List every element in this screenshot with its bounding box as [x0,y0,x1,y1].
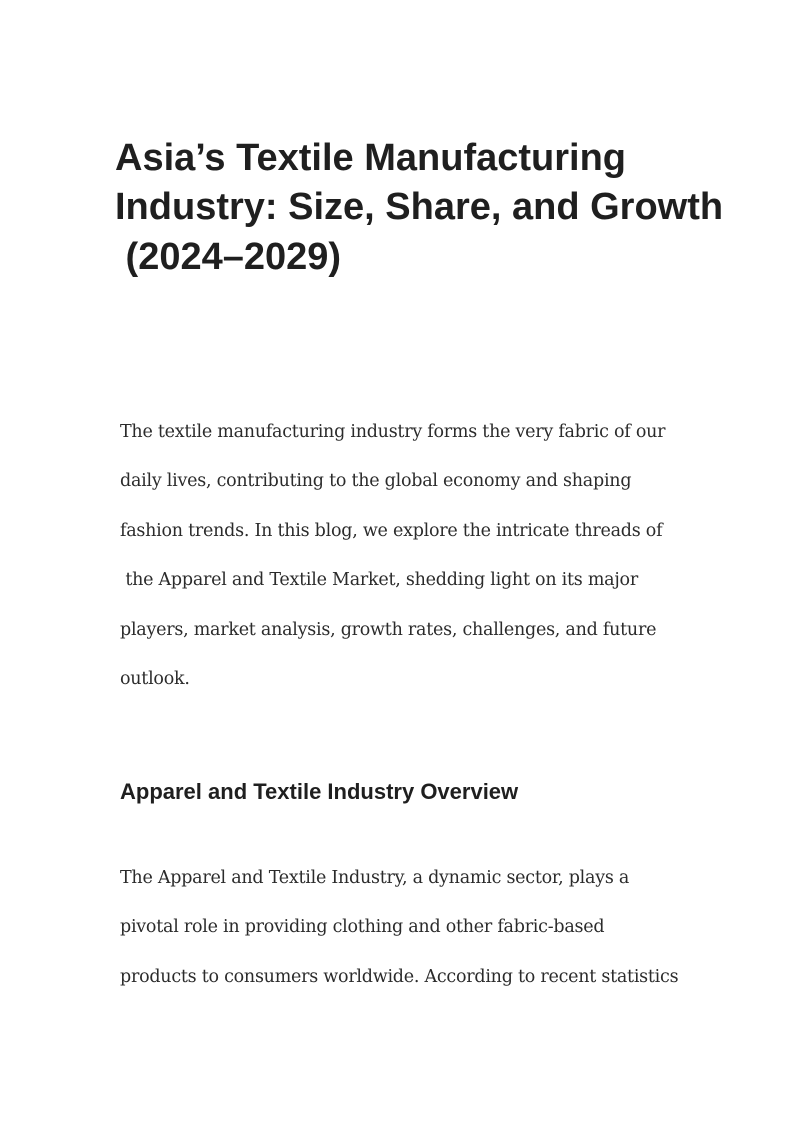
intro-line-4: the Apparel and Textile Market, shedding light on its major [120,570,638,590]
title-line-2: Industry: Size, Share, and Growth [115,186,724,228]
intro-line-1: The textile manufacturing industry forms the very fabric of our [120,422,666,442]
intro-line-6: outlook. [120,669,190,689]
intro-line-3: fashion trends. In this blog, we explore the intricate threads of [120,521,663,541]
overview-line-2: pivotal role in providing clothing and other fabric-based [120,917,605,937]
overview-line-1: The Apparel and Textile Industry, a dynamic sector, plays a [120,868,630,888]
overview-line-3: products to consumers worldwide. According to recent statistics [120,967,679,987]
title-line-3: (2024–2029) [115,236,342,278]
intro-line-2: daily lives, contributing to the global economy and shaping [120,471,632,491]
title-line-1: Asia’s Textile Manufacturing [115,137,626,179]
section-heading: Apparel and Textile Industry Overview [120,779,519,804]
intro-line-5: players, market analysis, growth rates, challenges, and future [120,620,657,640]
